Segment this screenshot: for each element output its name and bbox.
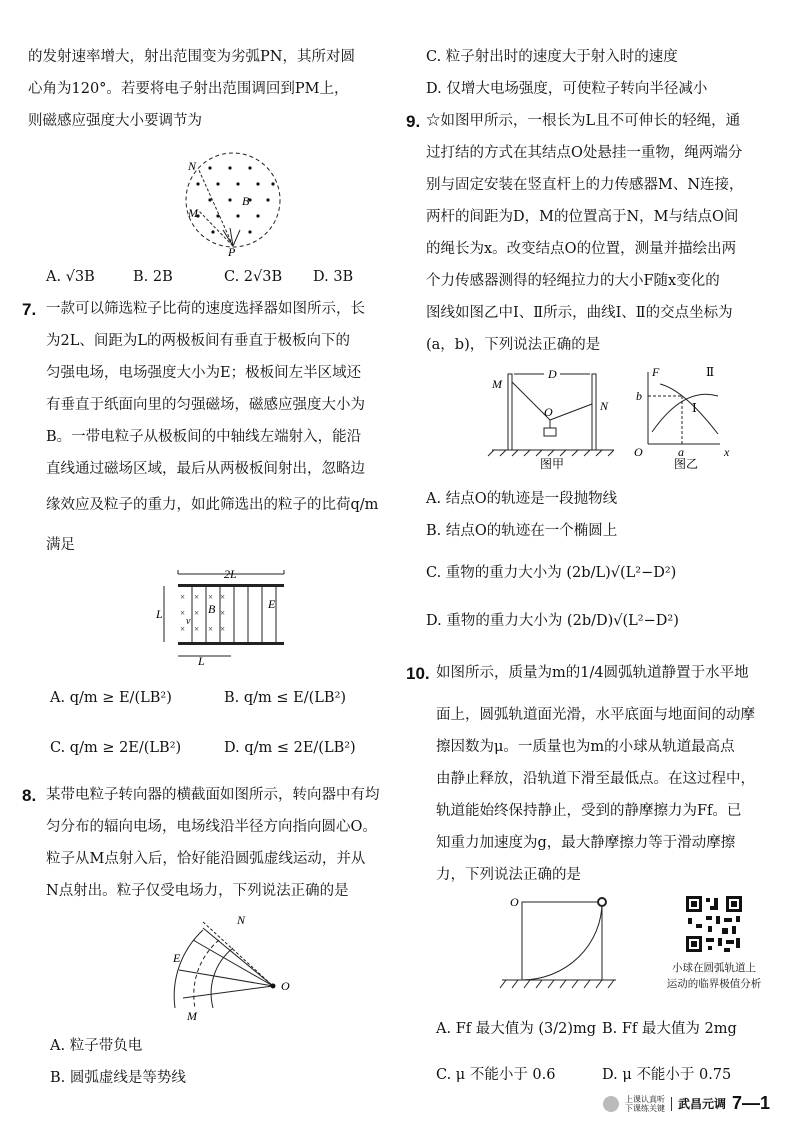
q8-number: 8. [22, 786, 37, 805]
q6-label-p: P [228, 245, 236, 258]
q7-label-2l: 2L [224, 567, 237, 581]
q10-line: 由静止释放，沿轨道下滑至最低点。在这过程中， [436, 771, 755, 787]
q6-option-d: D. 3B [313, 269, 354, 285]
svg-text:×: × [220, 608, 226, 618]
q6-field-dots [196, 166, 274, 233]
q6-circle [186, 153, 280, 247]
q6-text-line2: 心角为120°。若要将电子射出范围调回到PM上， [28, 81, 349, 97]
q7-label-v: v [186, 616, 191, 627]
q9-option-a: A. 结点O的轨迹是一段抛物线 [426, 491, 618, 507]
q9-line: 别与固定安装在竖直杆上的力传感器M、N连接， [426, 177, 744, 193]
q10-line: 如图所示，质量为m的1/4圆弧轨道静置于水平地 [436, 665, 749, 681]
q9-label-f: F [652, 365, 660, 379]
q10-option-a: A. Ff 最大值为 (3/2)mg [436, 1021, 597, 1037]
q7-option-a: A. q/m ≥ E/(LB²) [50, 690, 172, 706]
page-number: 7—1 [731, 1093, 770, 1113]
q9-label-n: N [600, 399, 609, 413]
q7-line: 直线通过磁场区域，最后从两极板间射出，忽略边 [46, 461, 365, 477]
q10-number: 10. [406, 664, 430, 683]
q7-label-b: B [208, 602, 216, 616]
qr-caption-line2: 运动的临界极值分析 [666, 978, 762, 990]
q7-number: 7. [22, 300, 37, 319]
q8-line: 匀分布的辐向电场，电场线沿半径方向指向圆心O。 [46, 819, 377, 835]
q9-label-x: x [724, 445, 730, 459]
q9-line: 过打结的方式在其结点O处悬挂一重物，绳两端分 [426, 145, 743, 161]
q7-line: 匀强电场，电场强度大小为E；极板间左半区域还 [46, 365, 362, 381]
q10-figure [492, 892, 622, 996]
q9-caption-1: 图甲 [540, 457, 565, 471]
q7-line: 缘效应及粒子的重力，如此筛选出的粒子的比荷q/m [46, 497, 379, 513]
q9-label-curve1: Ⅰ [692, 401, 697, 415]
q9-option-d: D. 重物的重力大小为 (2b/D)√(L²−D²) [426, 613, 679, 629]
page-footer [603, 1093, 770, 1114]
q7-line: 满足 [46, 537, 75, 553]
q6-option-b: B. 2B [133, 269, 173, 285]
q6-label-m: M [188, 206, 198, 220]
q10-option-c: C. μ 不能小于 0.6 [436, 1067, 556, 1083]
q9-figure [484, 364, 784, 476]
qr-code[interactable] [684, 894, 744, 954]
q10-line: 轨道能始终保持静止，受到的静摩擦力为Ff。已 [436, 803, 742, 819]
q10-label-o: O [510, 895, 519, 909]
q6-text-line1: 的发射速率增大，射出范围变为劣弧PN，其所对圆 [28, 49, 355, 65]
q8-line: N点射出。粒子仅受电场力，下列说法正确的是 [46, 883, 349, 899]
svg-text:×: × [194, 592, 200, 602]
svg-text:×: × [180, 624, 186, 634]
q8-line: 粒子从M点射入后，恰好能沿圆弧虚线运动，并从 [46, 851, 366, 867]
q7-figure [156, 566, 306, 676]
q9-option-b: B. 结点O的轨迹在一个椭圆上 [426, 523, 618, 539]
q9-caption-2: 图乙 [674, 457, 699, 471]
q9-label-curve2: Ⅱ [706, 365, 715, 379]
q8-label-m: M [187, 1009, 197, 1022]
q9-line: 的绳长为x。改变结点O的位置，测量并描绘出两 [426, 241, 737, 257]
svg-text:×: × [194, 624, 200, 634]
footer-slogan-2: 下课练关键 [624, 1103, 665, 1113]
q9-number: 9. [406, 112, 421, 131]
q8-line: 某带电粒子转向器的横截面如图所示，转向器中有均 [46, 787, 380, 803]
q9-option-c: C. 重物的重力大小为 (2b/L)√(L²−D²) [426, 565, 677, 581]
q6-text-line3: 则磁感应强度大小要调节为 [28, 113, 202, 129]
q9-line: 图线如图乙中Ⅰ、Ⅱ所示，曲线Ⅰ、Ⅱ的交点坐标为 [426, 305, 733, 321]
q6-figure [168, 150, 298, 258]
q7-line: 一款可以筛选粒子比荷的速度选择器如图所示，长 [46, 301, 365, 317]
q7-line: B。一带电粒子从极板间的中轴线左端射入，能沿 [46, 429, 362, 445]
q6-label-n: N [188, 159, 197, 173]
q10-line: 力，下列说法正确的是 [436, 867, 581, 883]
q8-option-c: C. 粒子射出时的速度大于射入时的速度 [426, 49, 678, 65]
q6-label-b: B [242, 194, 250, 208]
svg-text:×: × [180, 608, 186, 618]
q10-line: 擦因数为μ。一质量也为m的小球从轨道最高点 [436, 739, 735, 755]
footer-divider [671, 1097, 672, 1111]
q10-option-d: D. μ 不能小于 0.75 [602, 1067, 732, 1083]
q9-label-d: D [548, 367, 557, 381]
q8-label-n: N [237, 913, 246, 927]
q10-line: 知重力加速度为g，最大静摩擦力等于滑动摩擦 [436, 835, 736, 851]
q7-option-d: D. q/m ≤ 2E/(LB²) [224, 740, 356, 756]
svg-text:×: × [180, 592, 186, 602]
qr-caption-line1: 小球在圆弧轨道上 [672, 962, 756, 974]
q10-option-b: B. Ff 最大值为 2mg [602, 1021, 737, 1037]
footer-brand: 武昌元调 [677, 1097, 726, 1111]
q7-line: 有垂直于纸面向里的匀强磁场，磁感应强度大小为 [46, 397, 365, 413]
q9-line: ☆如图甲所示，一根长为L且不可伸长的轻绳，通 [426, 113, 741, 129]
q10-line: 面上，圆弧轨道面光滑，水平底面与地面间的动摩 [436, 707, 755, 723]
qr-caption [658, 960, 770, 992]
svg-text:×: × [220, 592, 226, 602]
q9-line: (a，b)，下列说法正确的是 [426, 337, 601, 353]
q9-line: 两杆的间距为D，M的位置高于N，M与结点O间 [426, 209, 739, 225]
q7-option-c: C. q/m ≥ 2E/(LB²) [50, 740, 182, 756]
q8-option-d: D. 仅增大电场强度，可使粒子转向半径减小 [426, 81, 708, 97]
q9-label-b: b [636, 389, 642, 403]
q7-label-e: E [268, 597, 276, 611]
q9-line: 个力传感器测得的轻绳拉力的大小F随x变化的 [426, 273, 720, 289]
q9-label-o2: O [634, 445, 643, 459]
q7-label-side: L [156, 607, 163, 621]
footer-slogan-1: 上课认真听 [624, 1094, 665, 1104]
q8-option-b: B. 圆弧虚线是等势线 [50, 1070, 186, 1086]
q7-option-b: B. q/m ≤ E/(LB²) [224, 690, 347, 706]
q9-label-m: M [492, 377, 502, 391]
svg-text:×: × [220, 624, 226, 634]
q8-label-o: O [281, 979, 290, 993]
svg-text:×: × [208, 624, 214, 634]
q6-option-c: C. 2√3B [224, 269, 283, 285]
svg-text:×: × [194, 608, 200, 618]
q9-label-a: a [678, 445, 684, 459]
q9-label-o: O [544, 405, 553, 419]
q7-line: 为2L、间距为L的两极板间有垂直于极板向下的 [46, 333, 350, 349]
q7-label-l: L [198, 654, 205, 668]
q8-option-a: A. 粒子带负电 [50, 1038, 143, 1054]
q6-option-a: A. √3B [46, 269, 95, 285]
footer-slogan [625, 1095, 665, 1113]
mascot-icon [603, 1096, 619, 1112]
svg-text:×: × [208, 592, 214, 602]
q8-figure [163, 910, 303, 1022]
q8-label-e: E [173, 951, 181, 965]
